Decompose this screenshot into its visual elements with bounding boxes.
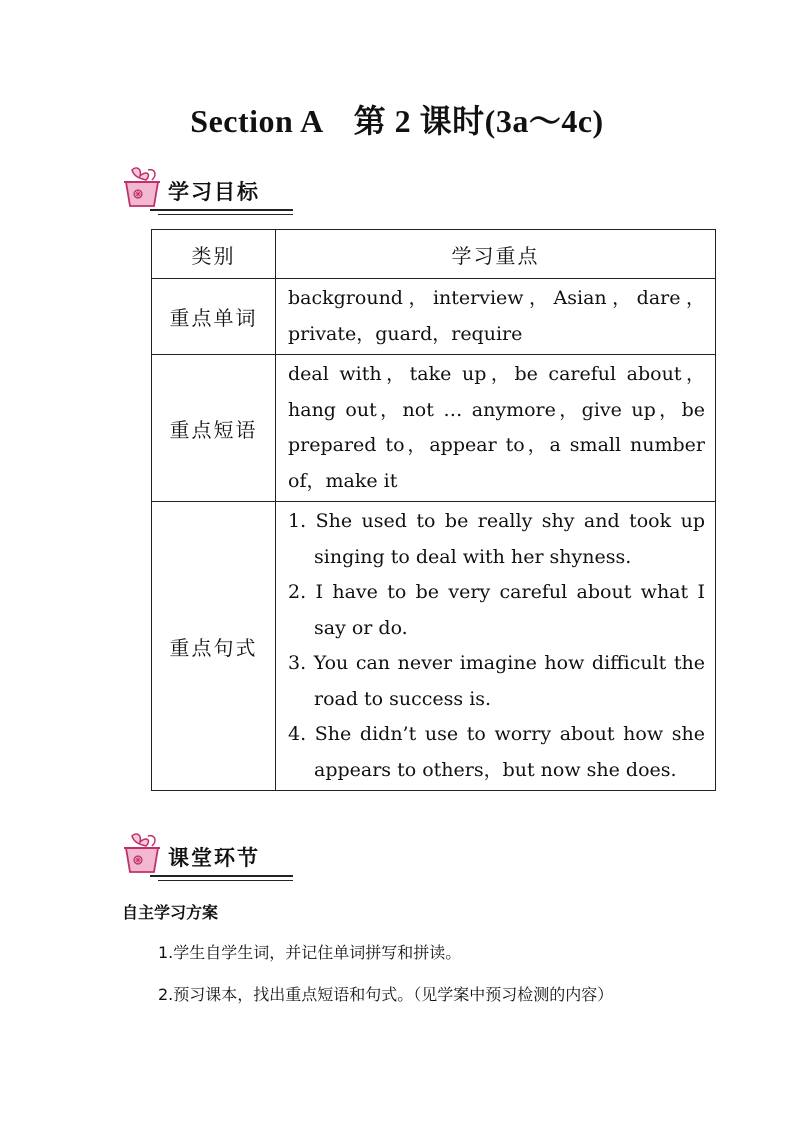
sentence-list (288, 504, 705, 788)
sentence-item: 1. She used to be really shy and took up singing to deal with her shyness. (288, 510, 705, 568)
goals-section-title: 学习目标 (168, 180, 260, 204)
sentence-item: 3. You can never imagine how difficult the road to success is. (288, 652, 705, 710)
row-category-phrases: 重点短语 (152, 355, 276, 502)
sentence-item: 2. I have to be very careful about what I say or do. (288, 581, 705, 639)
goals-underline-thin (158, 214, 293, 215)
header-category: 类别 (152, 230, 276, 279)
page-title (0, 96, 794, 142)
row-content-words: background，interview，Asian，dare，private，guard，require (276, 279, 716, 355)
table-row (152, 502, 716, 791)
row-category-sentences: 重点句式 (152, 502, 276, 791)
classroom-section-title: 课堂环节 (168, 846, 260, 870)
row-category-words: 重点单词 (152, 279, 276, 355)
classroom-section-header (118, 830, 293, 882)
table-header-row (152, 230, 716, 279)
row-content-sentences (276, 502, 716, 791)
goals-section-header (118, 164, 293, 216)
title-lesson: 第 2 课时(3a～4c) (353, 103, 604, 139)
self-study-step: 1.学生自学生词，并记住单词拼写和拼读。 (158, 943, 462, 962)
header-focus: 学习重点 (276, 230, 716, 279)
classroom-underline (150, 875, 293, 877)
table-row (152, 279, 716, 355)
self-study-step: 2.预习课本，找出重点短语和句式。（见学案中预习检测的内容） (158, 985, 614, 1004)
classroom-underline-thin (158, 880, 293, 881)
self-study-heading: 自主学习方案 (122, 903, 219, 922)
goals-underline (150, 209, 293, 211)
row-content-phrases: deal with，take up，be careful about，hang out，not … anymore，give up，be prepared to，appear to，a small number of，make it (276, 355, 716, 502)
study-points-table (151, 229, 716, 791)
title-section: Section A (190, 103, 324, 139)
sentence-item: 4. She didn’t use to worry about how she appears to others，but now she does. (288, 723, 705, 781)
table-row (152, 355, 716, 502)
